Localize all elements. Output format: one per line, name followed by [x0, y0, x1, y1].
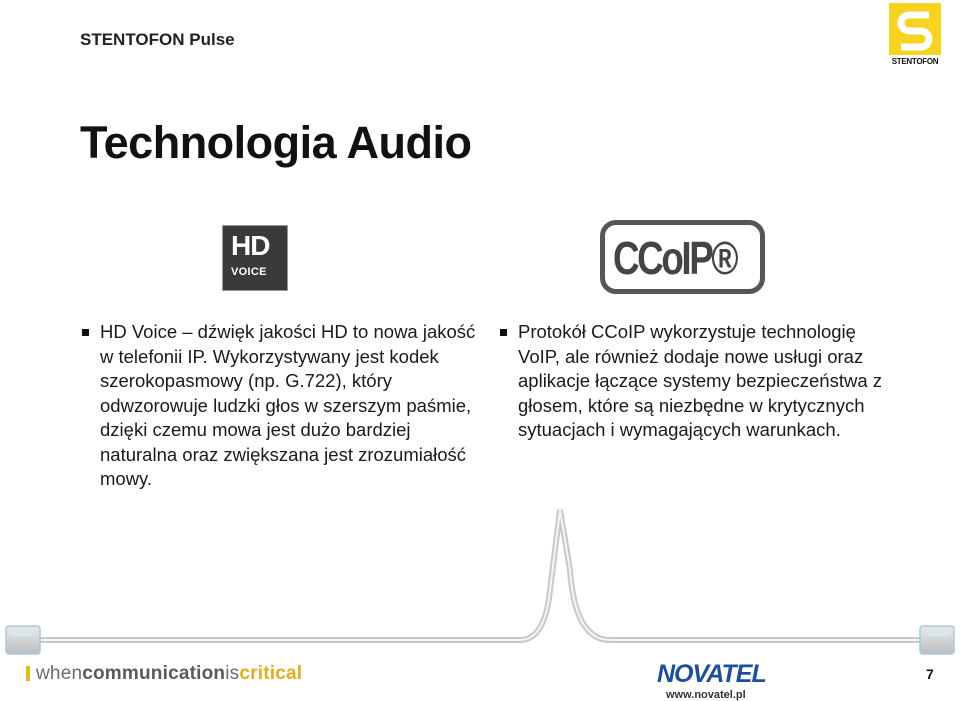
- stentofon-logo-mark: [889, 3, 941, 55]
- ccoip-text: Protokół CCoIP wykorzystuje technologię VoIP, ale również dodaje nowe usługi oraz aplikacje łączące systemy bezpieczeństwa z głosem, które są niezbędne w krytycznych sytuacjach i wymagających warunkach.: [518, 321, 882, 440]
- left-column: [82, 320, 482, 492]
- square-bullet-icon: [500, 329, 507, 336]
- network-cable-graphic: [0, 500, 960, 670]
- right-column: [500, 320, 900, 443]
- stentofon-logo: [885, 3, 945, 71]
- hd-voice-text: HD Voice – dźwięk jakości HD to nowa jakość w telefonii IP. Wykorzystywany jest kodek szerokopasmowy (np. G.722), który odwzorowuje ludzki głos w szerszym paśmie, dzięki czemu mowa jest dużo bardziej naturalna oraz zwiększana jest zrozumiałość mowy.: [100, 321, 476, 489]
- footer-slogan: [26, 663, 302, 685]
- slide-title: Technologia Audio: [80, 117, 472, 168]
- slogan-critical: critical: [239, 663, 303, 684]
- novatel-url[interactable]: www.novatel.pl: [666, 689, 746, 701]
- hd-voice-badge-voice: VOICE: [231, 266, 267, 278]
- stentofon-logo-text: STENTOFON: [891, 57, 939, 66]
- stentofon-s-icon: [889, 3, 941, 55]
- slogan-when: when: [36, 663, 83, 684]
- ccoip-logo: [600, 220, 765, 294]
- slogan-is: is: [225, 663, 240, 684]
- page-number: 7: [926, 666, 934, 682]
- left-connector-icon: [6, 626, 40, 654]
- ccoip-logo-text: CCoIP®: [613, 232, 737, 284]
- header-title: STENTOFON Pulse: [80, 30, 235, 49]
- novatel-logo-text: NOVATEL: [657, 660, 766, 688]
- ccoip-bullet: [500, 320, 900, 443]
- novatel-logo: [657, 658, 766, 688]
- right-connector-icon: [920, 626, 954, 654]
- slogan-communication: communication: [82, 663, 226, 684]
- square-bullet-icon: [82, 329, 89, 336]
- hd-voice-badge-hd: HD: [231, 230, 270, 261]
- hd-voice-badge: [222, 225, 288, 291]
- hd-voice-bullet: [82, 320, 482, 492]
- slogan-mark-icon: [26, 666, 30, 681]
